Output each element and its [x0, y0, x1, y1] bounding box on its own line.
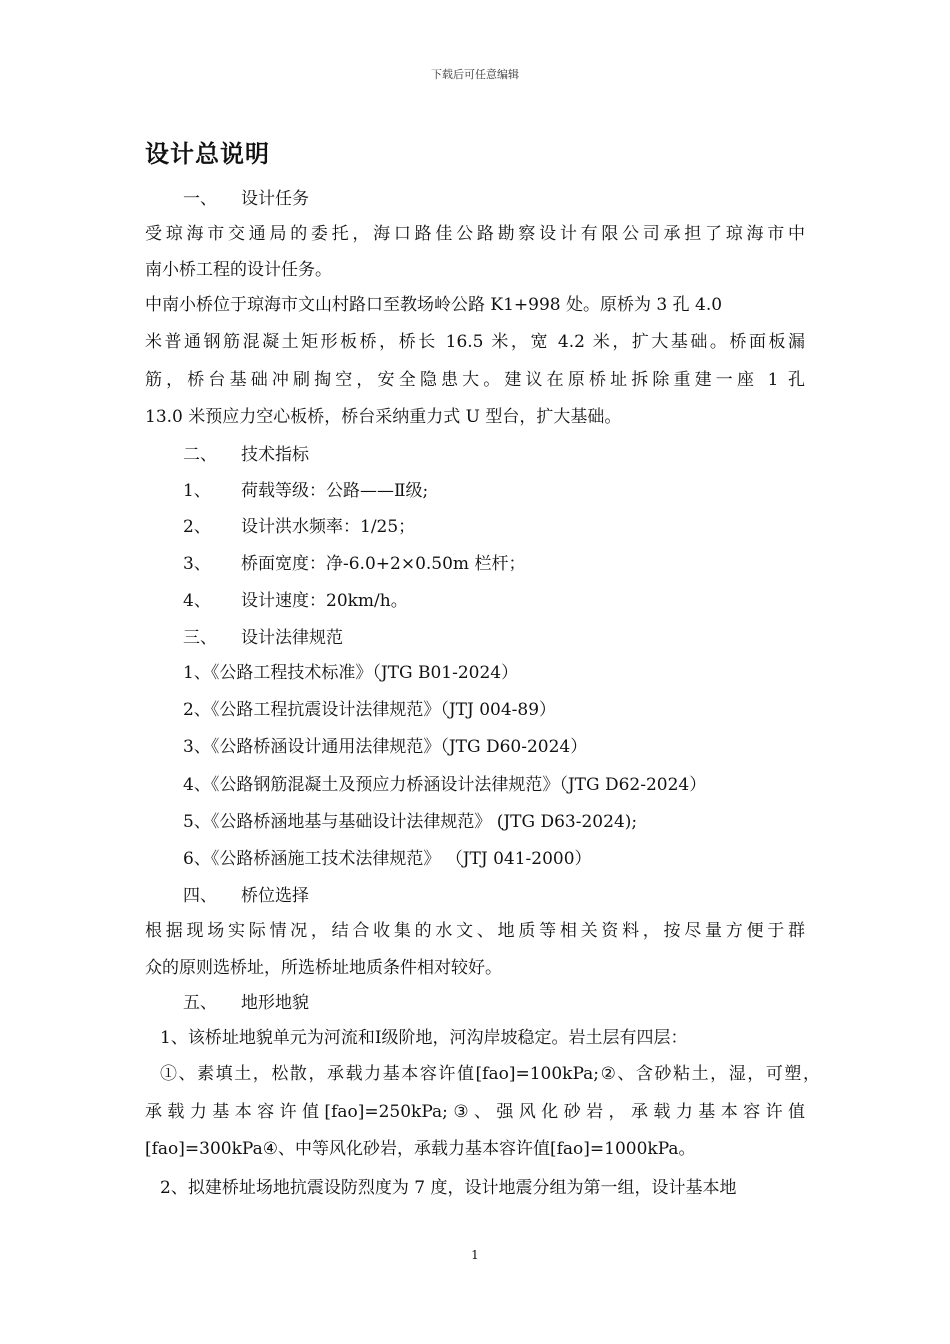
section-number: 四、: [183, 886, 217, 906]
item-text: 桥面宽度：净-6.0+2×0.50m 栏杆；: [241, 554, 526, 574]
paragraph-line: 13.0 米预应力空心板桥，桥台采纳重力式 U 型台，扩大基础。: [145, 407, 622, 427]
paragraph-line: 受琼海市交通局的委托，海口路佳公路勘察设计有限公司承担了琼海市中: [145, 224, 805, 244]
item-text: 设计洪水频率：1/25；: [241, 517, 416, 537]
paragraph-line: 2、拟建桥址场地抗震设防烈度为 7 度，设计地震分组为第一组，设计基本地: [160, 1178, 737, 1198]
tech-item-2: [183, 519, 415, 536]
section-heading-2: [183, 447, 309, 464]
section-title: 地形地貌: [241, 993, 309, 1013]
paragraph-line: 1、该桥址地貌单元为河流和Ⅰ级阶地，河沟岸坡稳定。岩土层有四层：: [160, 1028, 688, 1048]
section-heading-3: [183, 630, 343, 647]
norm-item-6: 6、《公路桥涵施工技术法律规范》 （JTJ 041-2000）: [183, 849, 592, 869]
tech-item-3: [183, 556, 525, 573]
section-number: 五、: [183, 993, 217, 1013]
item-text: 荷载等级：公路——Ⅱ级;: [241, 481, 429, 501]
section-heading-4: [183, 888, 309, 905]
section-heading-1: [183, 191, 309, 208]
section-number: 二、: [183, 445, 217, 465]
section-number: 一、: [183, 189, 217, 209]
tech-item-4: [183, 593, 408, 610]
item-number: 4、: [183, 591, 211, 611]
paragraph-line: 南小桥工程的设计任务。: [145, 260, 332, 280]
paragraph-line: 米普通钢筋混凝土矩形板桥，桥长 16.5 米，宽 4.2 米，扩大基础。桥面板漏: [145, 332, 805, 352]
paragraph-line: 中南小桥位于琼海市文山村路口至教场岭公路 K1+998 处。原桥为 3 孔 4.0: [145, 295, 723, 315]
norm-item-3: 3、《公路桥涵设计通用法律规范》（JTG D60-2024）: [183, 737, 588, 757]
paragraph-line: [fao]=300kPa④、中等风化砂岩，承载力基本容许值[fao]=1000kPa。: [145, 1139, 696, 1159]
tech-item-1: [183, 483, 428, 500]
section-number: 三、: [183, 628, 217, 648]
page-number: 1: [471, 1248, 479, 1262]
paragraph-line: ①、素填土，松散，承载力基本容许值[fao]=100kPa;②、含砂粘土，湿，可塑，: [160, 1064, 820, 1084]
norm-item-1: 1、《公路工程技术标准》（JTG B01-2024）: [183, 663, 519, 683]
document-title: 设计总说明: [145, 140, 270, 168]
item-number: 1、: [183, 481, 211, 501]
item-number: 2、: [183, 517, 211, 537]
section-title: 技术指标: [241, 445, 309, 465]
section-title: 设计任务: [241, 189, 309, 209]
paragraph-line: 根据现场实际情况，结合收集的水文、地质等相关资料，按尽量方便于群: [145, 921, 805, 941]
section-title: 设计法律规范: [241, 628, 343, 648]
page-header: 下载后可任意编辑: [431, 68, 519, 81]
item-number: 3、: [183, 554, 211, 574]
section-heading-5: [183, 995, 309, 1012]
norm-item-5: 5、《公路桥涵地基与基础设计法律规范》 (JTG D63-2024);: [183, 812, 638, 832]
norm-item-2: 2、《公路工程抗震设计法律规范》（JTJ 004-89）: [183, 700, 557, 720]
paragraph-line: 众的原则选桥址，所选桥址地质条件相对较好。: [145, 958, 502, 978]
paragraph-line: 承载力基本容许值[fao]=250kPa;③、强风化砂岩，承载力基本容许值: [145, 1102, 805, 1122]
item-text: 设计速度：20km/h。: [241, 591, 408, 611]
paragraph-line: 筋，桥台基础冲刷掏空，安全隐患大。建议在原桥址拆除重建一座 1 孔: [145, 370, 805, 390]
section-title: 桥位选择: [241, 886, 309, 906]
norm-item-4: 4、《公路钢筋混凝土及预应力桥涵设计法律规范》（JTG D62-2024）: [183, 775, 707, 795]
